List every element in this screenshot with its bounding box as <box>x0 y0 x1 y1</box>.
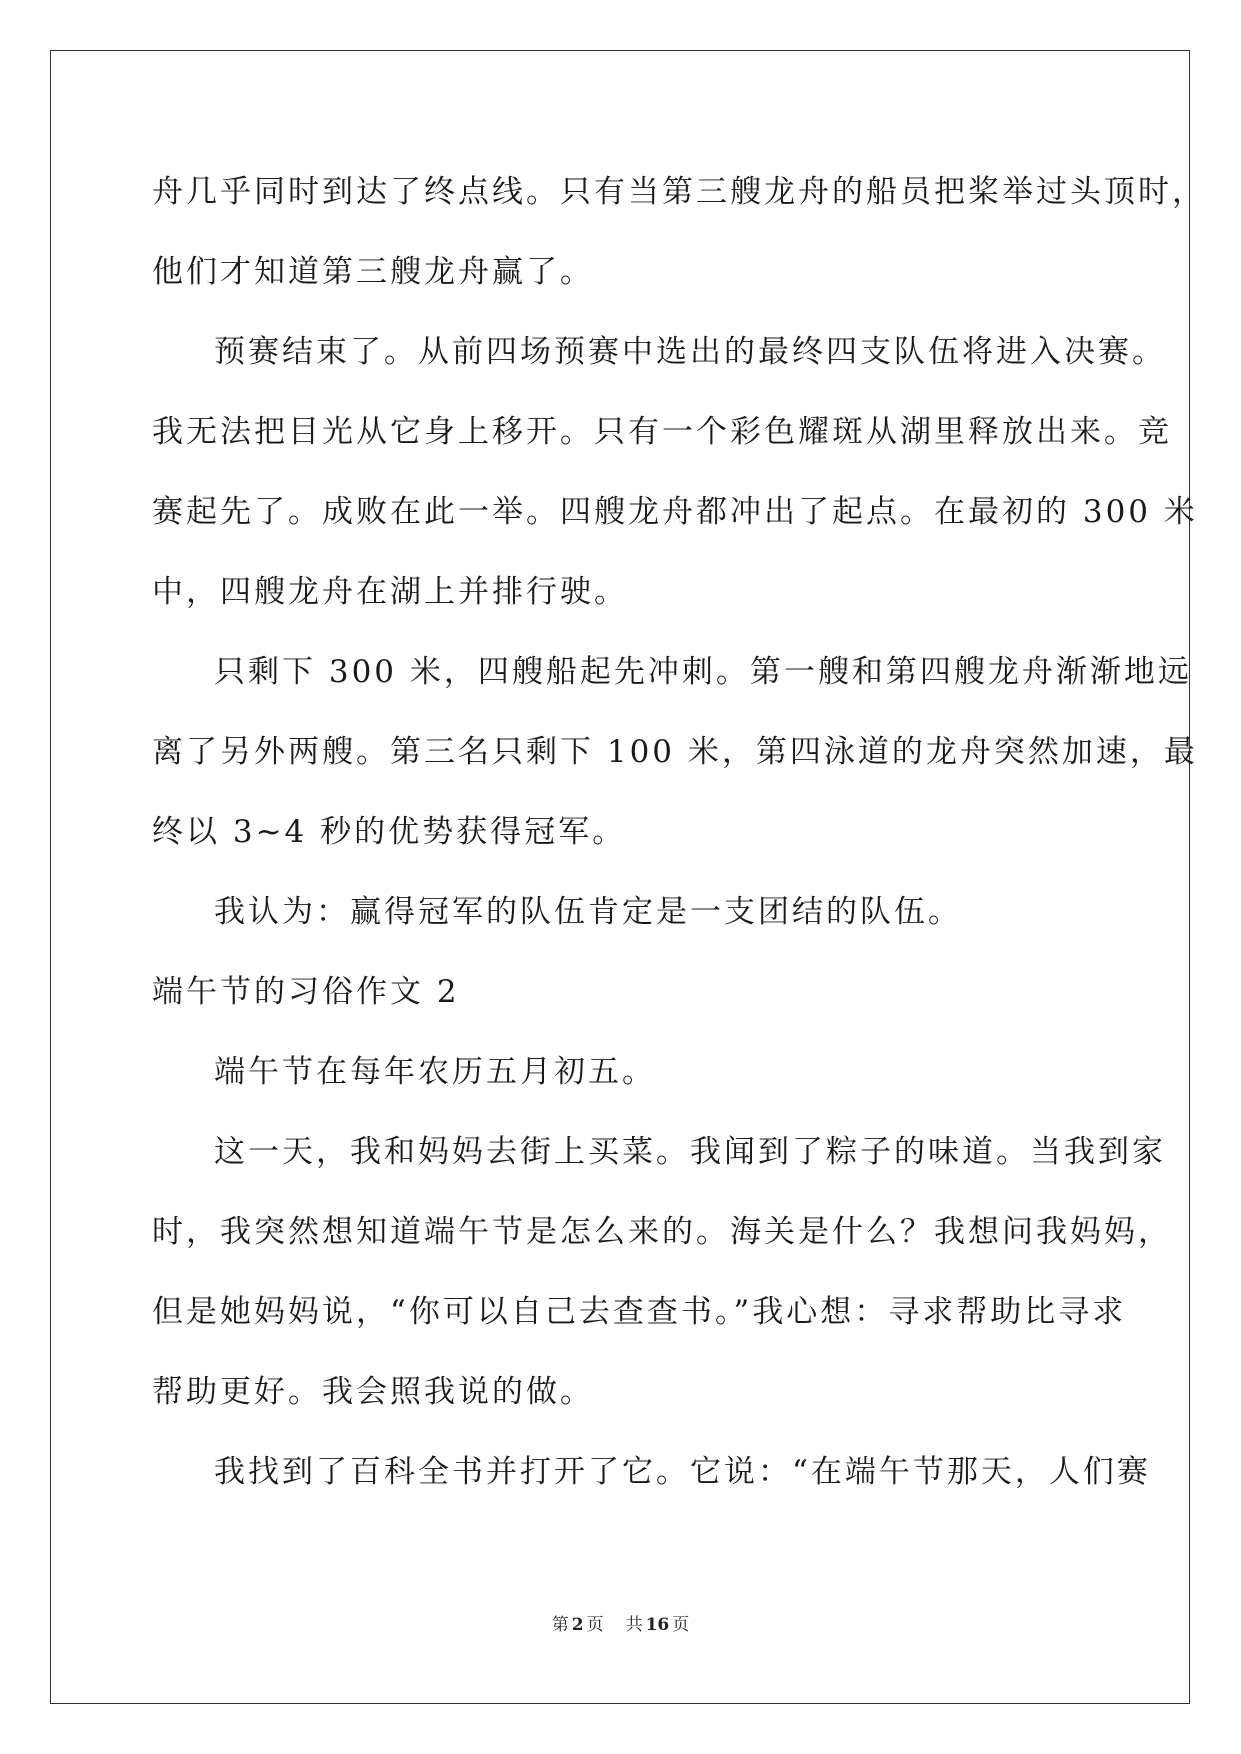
text-line: 离了另外两艘。第三名只剩下 100 米，第四泳道的龙舟突然加速，最 <box>152 734 1198 770</box>
page-number: 2 <box>571 1615 584 1635</box>
paragraph-start: 我认为：赢得冠军的队伍肯定是一支团结的队伍。 <box>214 894 962 930</box>
page-footer <box>0 1610 1241 1635</box>
paragraph-start: 我找到了百科全书并打开了它。它说：“在端午节那天，人们赛 <box>214 1454 1151 1490</box>
paragraph-start: 预赛结束了。从前四场预赛中选出的最终四支队伍将进入决赛。 <box>214 334 1166 370</box>
page-suffix: 页 <box>586 1615 604 1635</box>
text-line: 终以 3~4 秒的优势获得冠军。 <box>152 814 627 850</box>
text-line: 我无法把目光从它身上移开。只有一个彩色耀斑从湖里释放出来。竞 <box>152 414 1172 450</box>
paragraph-start: 这一天，我和妈妈去街上买菜。我闻到了粽子的味道。当我到家 <box>214 1134 1166 1170</box>
paragraph-start: 只剩下 300 米，四艘船起先冲刺。第一艘和第四艘龙舟渐渐地远 <box>214 654 1192 690</box>
text-line: 他们才知道第三艘龙舟赢了。 <box>152 254 594 290</box>
paragraph-start: 端午节在每年农历五月初五。 <box>214 1054 656 1090</box>
text-line: 但是她妈妈说，“你可以自己去查查书。”我心想：寻求帮助比寻求 <box>152 1294 1127 1330</box>
text-line: 赛起先了。成败在此一举。四艘龙舟都冲出了起点。在最初的 300 米 <box>152 494 1198 530</box>
text-line: 舟几乎同时到达了终点线。只有当第三艘龙舟的船员把桨举过头顶时， <box>152 174 1206 210</box>
total-pages: 16 <box>645 1615 670 1635</box>
text-line: 帮助更好。我会照我说的做。 <box>152 1374 594 1410</box>
text-line: 中，四艘龙舟在湖上并排行驶。 <box>152 574 628 610</box>
section-title: 端午节的习俗作文 2 <box>152 974 460 1010</box>
text-line: 时，我突然想知道端午节是怎么来的。海关是什么？我想问我妈妈， <box>152 1214 1172 1250</box>
page-prefix: 第 <box>551 1615 569 1635</box>
total-prefix: 共 <box>625 1615 643 1635</box>
total-suffix: 页 <box>672 1615 690 1635</box>
